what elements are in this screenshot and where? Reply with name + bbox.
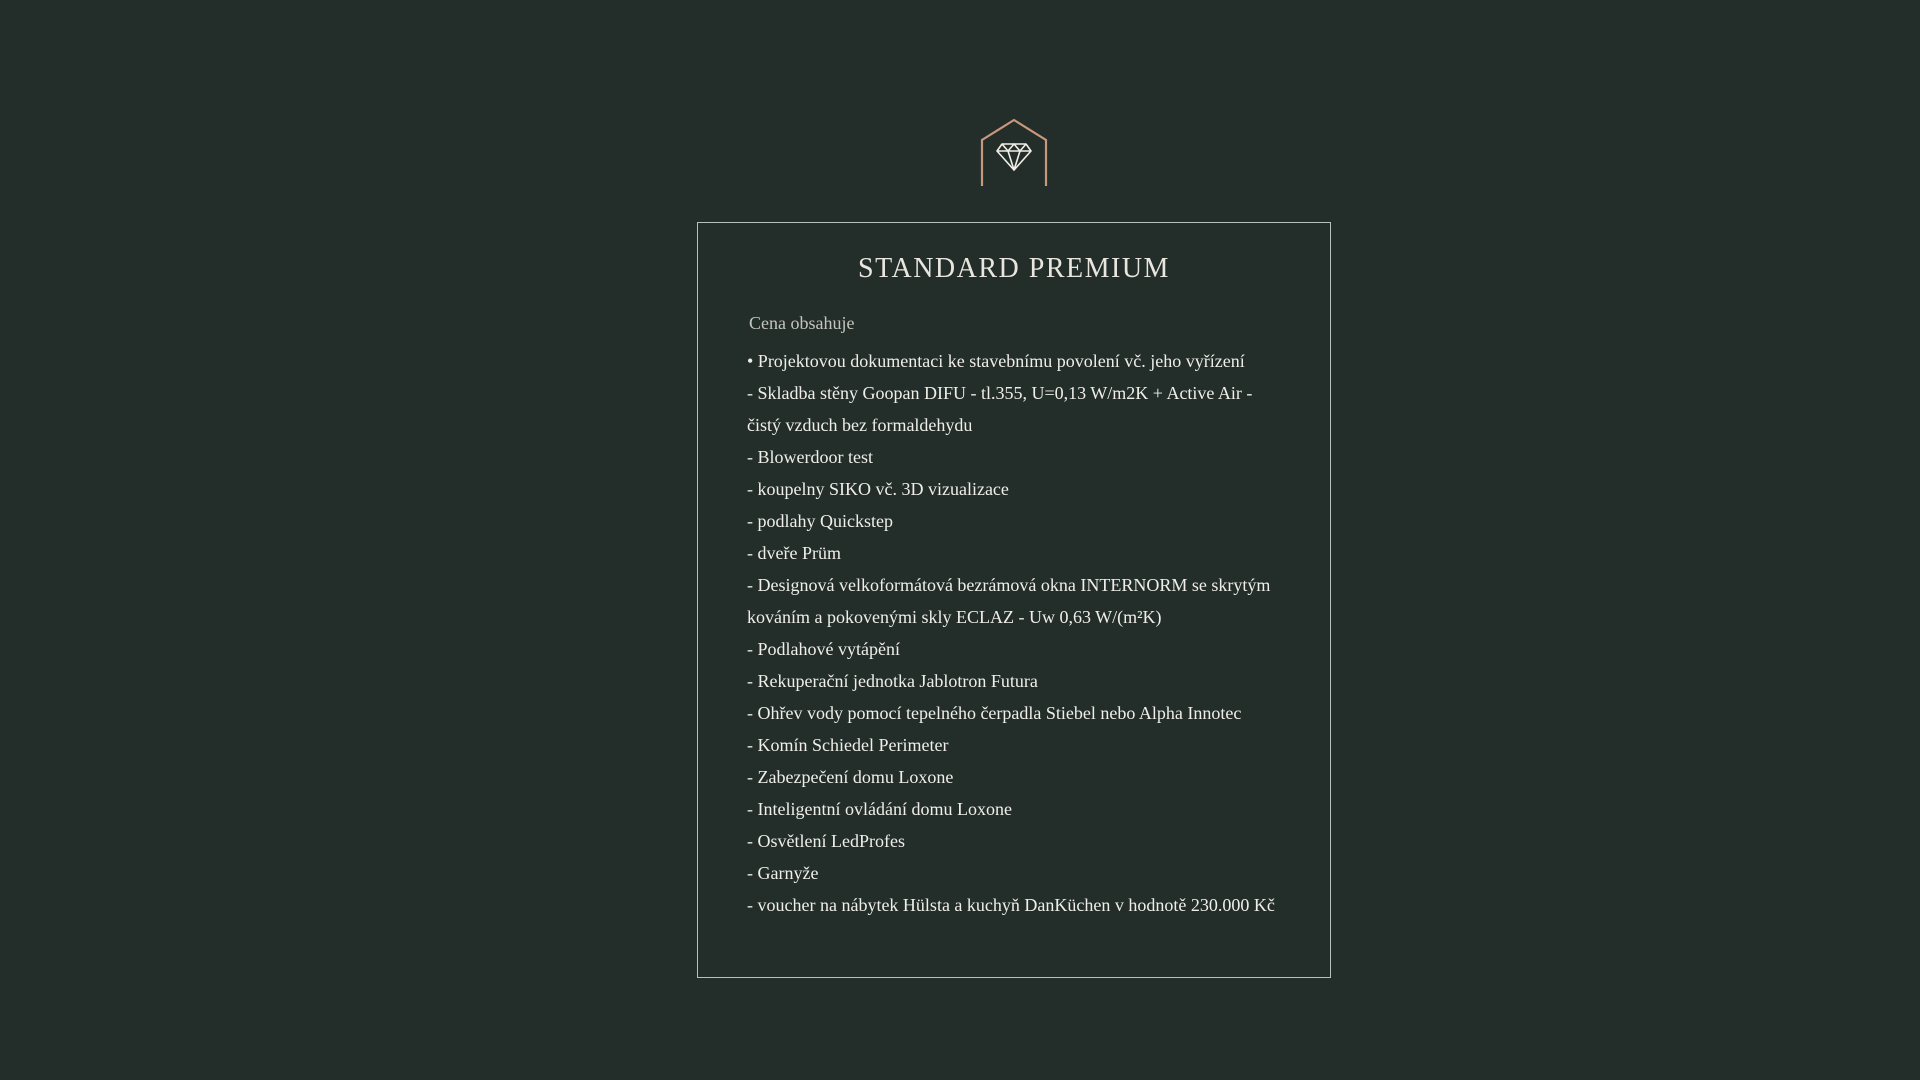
- feature-item: - Zabezpečení domu Loxone: [747, 767, 954, 787]
- diamond-house-icon: [980, 118, 1048, 188]
- product-card: [697, 222, 1331, 978]
- feature-list: [747, 345, 1322, 921]
- card-title: STANDARD PREMIUM: [858, 253, 1170, 284]
- feature-item: - podlahy Quickstep: [747, 511, 893, 531]
- feature-item: - Ohřev vody pomocí tepelného čerpadla Stiebel nebo Alpha Innotec: [747, 703, 1242, 723]
- feature-item: - Garnyže: [747, 863, 819, 883]
- feature-item: - Skladba stěny Goopan DIFU - tl.355, U=0,13 W/m2K + Active Air -: [747, 383, 1253, 403]
- feature-item: čistý vzduch bez formaldehydu: [747, 415, 973, 435]
- feature-item: - Blowerdoor test: [747, 447, 873, 467]
- feature-item: - Inteligentní ovládání domu Loxone: [747, 799, 1012, 819]
- feature-item: - Osvětlení LedProfes: [747, 831, 905, 851]
- feature-item: - dveře Prüm: [747, 543, 841, 563]
- feature-item: - Designová velkoformátová bezrámová okna INTERNORM se skrytým: [747, 575, 1271, 595]
- card-subtitle: Cena obsahuje: [749, 313, 855, 333]
- feature-item: - Rekuperační jednotka Jablotron Futura: [747, 671, 1038, 691]
- feature-item: kováním a pokovenými skly ECLAZ - Uw 0,63 W/(m²K): [747, 607, 1162, 627]
- feature-item: - Komín Schiedel Perimeter: [747, 735, 949, 755]
- feature-item: - voucher na nábytek Hülsta a kuchyň DanKüchen v hodnotě 230.000 Kč: [747, 895, 1275, 915]
- feature-item: - koupelny SIKO vč. 3D vizualizace: [747, 479, 1009, 499]
- feature-item: • Projektovou dokumentaci ke stavebnímu povolení vč. jeho vyřízení: [747, 351, 1245, 371]
- feature-item: - Podlahové vytápění: [747, 639, 900, 659]
